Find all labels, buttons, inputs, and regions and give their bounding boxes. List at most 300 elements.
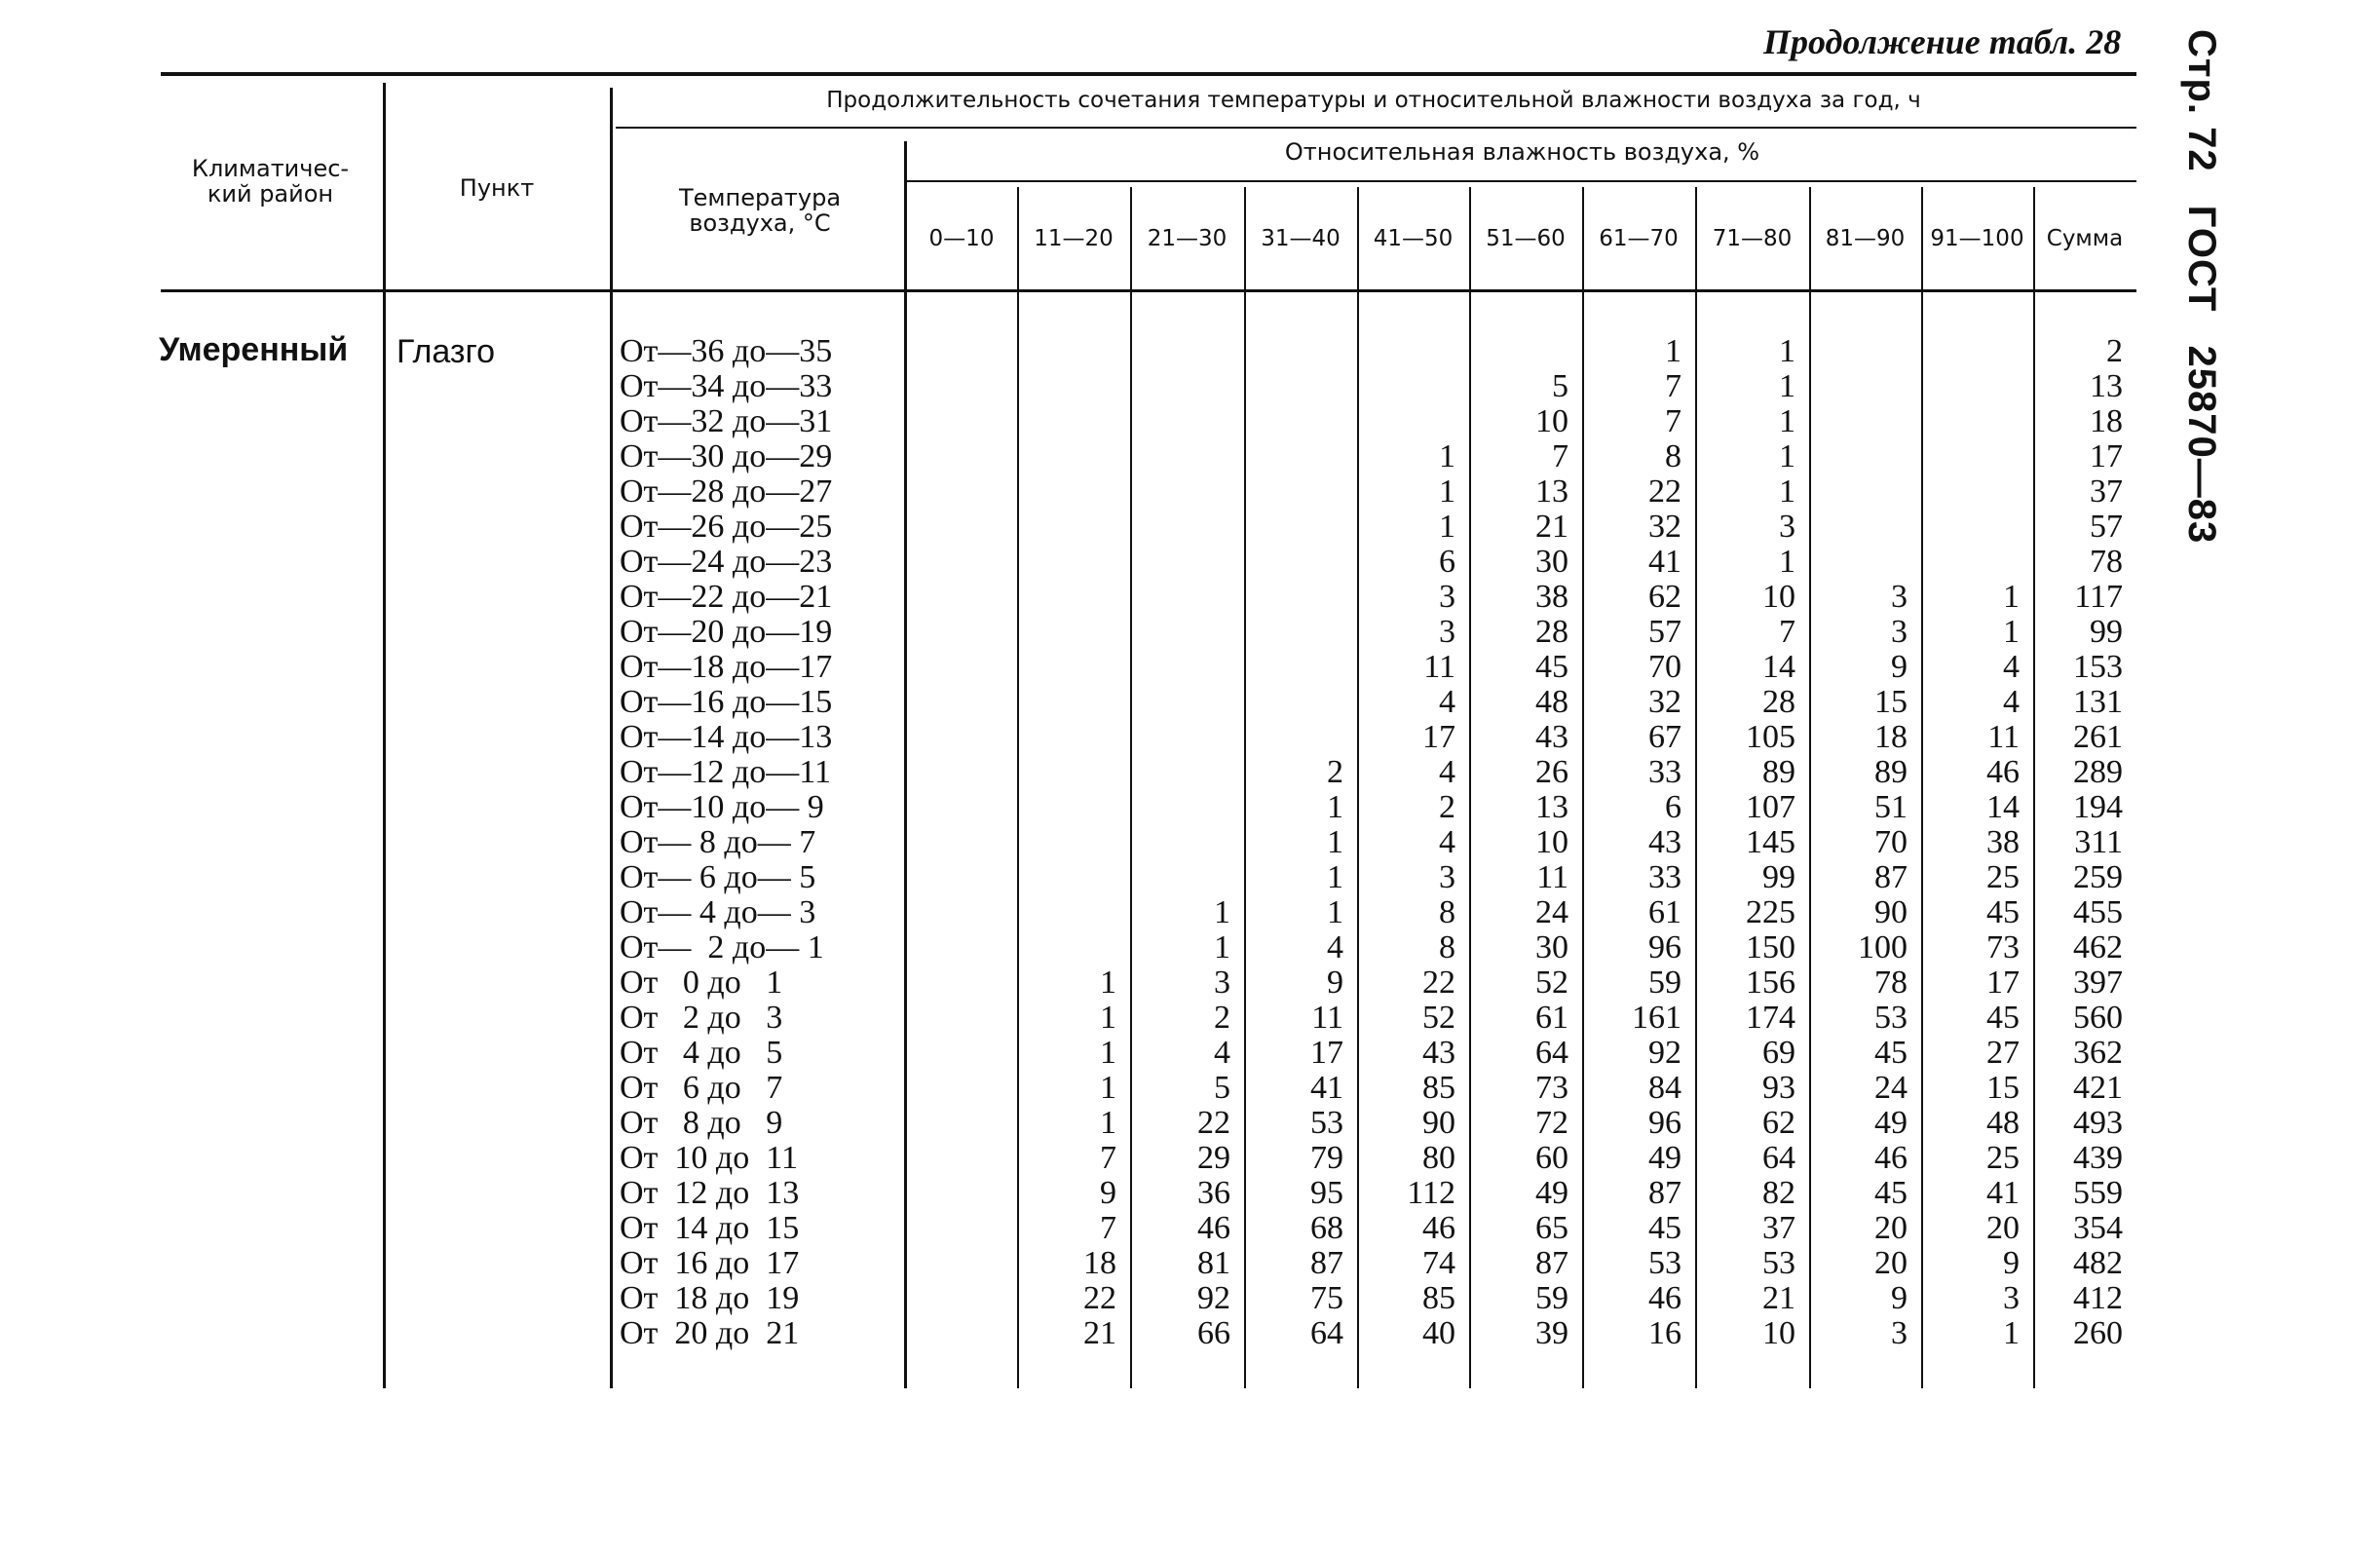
table-cell: 70 bbox=[1648, 649, 1681, 685]
table-cell: 18 bbox=[1874, 719, 1908, 755]
table-cell bbox=[1130, 790, 1230, 825]
table-cell bbox=[906, 965, 1003, 1001]
table-cell: 145 bbox=[1746, 824, 1795, 860]
table-cell: 46 bbox=[1197, 1210, 1230, 1246]
table-cell: 161 bbox=[1632, 1000, 1681, 1036]
table-cell: 87 bbox=[1310, 1245, 1343, 1281]
table-cell: 9 bbox=[1327, 965, 1343, 1001]
table-cell: 2 bbox=[1214, 1000, 1230, 1036]
table-cell bbox=[1017, 895, 1116, 930]
header-sum: Сумма bbox=[2046, 226, 2124, 251]
table-cell: 36 bbox=[1197, 1175, 1230, 1211]
table-cell: 13 bbox=[1535, 789, 1568, 825]
temperature-range: От—28 до—27 bbox=[620, 473, 833, 510]
temperature-range: От— 8 до— 7 bbox=[620, 824, 816, 860]
table-cell: 1 bbox=[1327, 824, 1343, 860]
table-cell: 24 bbox=[1535, 894, 1568, 930]
table-cell bbox=[1921, 334, 2020, 369]
table-cell: 4 bbox=[1439, 824, 1455, 860]
table-cell: 46 bbox=[1986, 754, 2020, 790]
table-cell bbox=[1469, 334, 1568, 369]
table-cell: 3 bbox=[1214, 965, 1230, 1001]
table-cell: 43 bbox=[1422, 1035, 1455, 1071]
table-cell: 9 bbox=[1100, 1175, 1116, 1211]
table-cell: 3 bbox=[2003, 1280, 2020, 1316]
table-cell: 64 bbox=[1762, 1140, 1795, 1176]
table-cell: 57 bbox=[2090, 509, 2123, 545]
table-cell bbox=[906, 685, 1003, 720]
table-cell: 72 bbox=[1535, 1105, 1568, 1141]
table-cell: 48 bbox=[1986, 1105, 2020, 1141]
table-cell: 1 bbox=[1100, 1000, 1116, 1036]
table-cell: 156 bbox=[1746, 965, 1795, 1001]
table-cell: 289 bbox=[2073, 754, 2123, 790]
table-cell: 259 bbox=[2073, 859, 2123, 895]
table-cell: 1 bbox=[1779, 544, 1795, 580]
table-cell bbox=[1017, 439, 1116, 474]
table-cell: 10 bbox=[1762, 1315, 1795, 1351]
temperature-range: От 0 до 1 bbox=[620, 965, 783, 1001]
table-cell: 41 bbox=[1310, 1070, 1343, 1106]
temperature-range: От 18 до 19 bbox=[620, 1280, 800, 1316]
table-cell bbox=[1809, 369, 1908, 404]
table-cell: 22 bbox=[1648, 473, 1681, 510]
table-cell: 26 bbox=[1535, 754, 1568, 790]
table-cell bbox=[906, 1036, 1003, 1071]
standard-number-label: 25870—83 bbox=[2180, 345, 2223, 545]
table-cell: 1 bbox=[1439, 473, 1455, 510]
column-c21_30 bbox=[1130, 334, 1230, 1351]
table-cell: 3 bbox=[1891, 614, 1908, 650]
table-cell: 1 bbox=[2003, 1315, 2020, 1351]
header-humidity-range: 81—90 bbox=[1825, 226, 1906, 251]
table-cell: 7 bbox=[1100, 1210, 1116, 1246]
header-temperature: Температура воздуха, °С bbox=[678, 184, 842, 237]
table-cell bbox=[906, 1246, 1003, 1281]
column-c71_80 bbox=[1695, 334, 1795, 1351]
table-cell: 24 bbox=[1874, 1070, 1908, 1106]
table-cell: 4 bbox=[2003, 684, 2020, 720]
table-cell: 225 bbox=[1746, 894, 1795, 930]
table-cell: 14 bbox=[1986, 789, 2020, 825]
table-cell: 45 bbox=[1648, 1210, 1681, 1246]
table-cell bbox=[1244, 439, 1343, 474]
table-cell: 10 bbox=[1762, 579, 1795, 615]
table-cell bbox=[1130, 474, 1230, 510]
header-humidity-range: 41—50 bbox=[1373, 226, 1454, 251]
table-cell: 17 bbox=[1422, 719, 1455, 755]
table-cell: 38 bbox=[1535, 579, 1568, 615]
table-cell: 2 bbox=[1327, 754, 1343, 790]
temperature-range: От 4 до 5 bbox=[620, 1035, 783, 1071]
header-humidity-range: 21—30 bbox=[1147, 226, 1228, 251]
table-cell: 96 bbox=[1648, 1105, 1681, 1141]
table-cell: 1 bbox=[1779, 473, 1795, 510]
temperature-range: От— 2 до— 1 bbox=[620, 929, 824, 965]
temperature-range: От—20 до—19 bbox=[620, 614, 833, 650]
table-cell: 43 bbox=[1535, 719, 1568, 755]
column-c31_40 bbox=[1244, 334, 1343, 1351]
table-cell: 53 bbox=[1874, 1000, 1908, 1036]
temperature-range: От—30 до—29 bbox=[620, 438, 833, 474]
table-cell: 37 bbox=[2090, 473, 2123, 510]
table-cell: 7 bbox=[1665, 368, 1681, 404]
table-cell: 51 bbox=[1874, 789, 1908, 825]
table-cell bbox=[906, 825, 1003, 860]
table-cell bbox=[1130, 369, 1230, 404]
table-cell: 7 bbox=[1779, 614, 1795, 650]
table-cell: 1 bbox=[1100, 1070, 1116, 1106]
table-cell: 53 bbox=[1648, 1245, 1681, 1281]
table-cell: 107 bbox=[1746, 789, 1795, 825]
table-cell: 45 bbox=[1986, 1000, 2020, 1036]
table-cell bbox=[1244, 650, 1343, 685]
table-cell bbox=[906, 404, 1003, 439]
table-cell: 22 bbox=[1422, 965, 1455, 1001]
column-c91_100 bbox=[1921, 334, 2020, 1351]
header-rule-1 bbox=[616, 127, 2136, 129]
table-cell: 412 bbox=[2073, 1280, 2123, 1316]
table-cell: 105 bbox=[1746, 719, 1795, 755]
table-cell bbox=[1357, 369, 1455, 404]
table-cell: 11 bbox=[1423, 649, 1455, 685]
table-cell: 49 bbox=[1648, 1140, 1681, 1176]
table-cell: 194 bbox=[2073, 789, 2123, 825]
table-cell: 45 bbox=[1874, 1175, 1908, 1211]
table-cell bbox=[1130, 439, 1230, 474]
header-top: Продолжительность сочетания температуры и относительной влажности воздуха за год, ч bbox=[826, 88, 1921, 113]
table-cell: 1 bbox=[1439, 438, 1455, 474]
region-name: Умеренный bbox=[159, 331, 349, 368]
table-cell: 65 bbox=[1535, 1210, 1568, 1246]
table-cell bbox=[1921, 510, 2020, 545]
table-cell: 153 bbox=[2073, 649, 2123, 685]
table-cell: 37 bbox=[1762, 1210, 1795, 1246]
table-cell: 3 bbox=[1439, 859, 1455, 895]
table-cell bbox=[906, 1106, 1003, 1141]
table-cell bbox=[906, 1316, 1003, 1351]
table-cell: 99 bbox=[2090, 614, 2123, 650]
table-cell: 462 bbox=[2073, 929, 2123, 965]
temperature-range: От—12 до—11 bbox=[620, 754, 831, 790]
table-cell bbox=[906, 510, 1003, 545]
temperature-range: От—26 до—25 bbox=[620, 509, 833, 545]
table-cell: 46 bbox=[1648, 1280, 1681, 1316]
table-cell: 78 bbox=[1874, 965, 1908, 1001]
temperature-range: От 12 до 13 bbox=[620, 1175, 800, 1211]
column-c51_60 bbox=[1469, 334, 1568, 1351]
table-cell: 11 bbox=[1311, 1000, 1343, 1036]
table-cell: 3 bbox=[1779, 509, 1795, 545]
table-cell: 3 bbox=[1439, 614, 1455, 650]
table-cell: 482 bbox=[2073, 1245, 2123, 1281]
table-cell: 78 bbox=[2090, 544, 2123, 580]
table-cell: 87 bbox=[1535, 1245, 1568, 1281]
header-region: Климатичес- кий район bbox=[191, 155, 350, 208]
table-cell: 1 bbox=[2003, 614, 2020, 650]
table-cell bbox=[1809, 510, 1908, 545]
temperature-column bbox=[620, 334, 832, 1351]
table-cell: 362 bbox=[2073, 1035, 2123, 1071]
standard-label: ГОСТ bbox=[2180, 205, 2223, 313]
table-cell bbox=[1017, 930, 1116, 965]
table-cell: 6 bbox=[1665, 789, 1681, 825]
table-cell: 57 bbox=[1648, 614, 1681, 650]
table-cell: 1 bbox=[1214, 929, 1230, 965]
table-cell bbox=[906, 580, 1003, 615]
table-cell: 32 bbox=[1648, 684, 1681, 720]
table-cell: 60 bbox=[1535, 1140, 1568, 1176]
table-cell: 5 bbox=[1214, 1070, 1230, 1106]
header-humidity-range: 71—80 bbox=[1712, 226, 1793, 251]
table-cell bbox=[906, 1071, 1003, 1106]
table-cell: 1 bbox=[1327, 789, 1343, 825]
table-cell: 8 bbox=[1665, 438, 1681, 474]
table-cell: 68 bbox=[1310, 1210, 1343, 1246]
table-cell bbox=[1017, 474, 1116, 510]
header-humidity: Относительная влажность воздуха, % bbox=[1284, 138, 1760, 166]
table-cell bbox=[1017, 510, 1116, 545]
table-cell: 1 bbox=[1214, 894, 1230, 930]
page-number-label: Стр. 72 bbox=[2180, 29, 2223, 172]
table-cell: 7 bbox=[1100, 1140, 1116, 1176]
table-cell: 93 bbox=[1762, 1070, 1795, 1106]
table-cell bbox=[906, 334, 1003, 369]
header-rule-2 bbox=[906, 180, 2136, 182]
table-cell: 61 bbox=[1648, 894, 1681, 930]
table-cell: 74 bbox=[1422, 1245, 1455, 1281]
table-cell: 22 bbox=[1083, 1280, 1116, 1316]
side-label bbox=[2153, 29, 2231, 545]
header-humidity-range: 51—60 bbox=[1486, 226, 1566, 251]
table-cell bbox=[906, 1001, 1003, 1036]
table-cell bbox=[1357, 334, 1455, 369]
table-cell bbox=[1017, 860, 1116, 895]
table-cell: 4 bbox=[1327, 929, 1343, 965]
table-cell: 20 bbox=[1986, 1210, 2020, 1246]
table-cell: 99 bbox=[1762, 859, 1795, 895]
table-cell: 27 bbox=[1986, 1035, 2020, 1071]
table-cell bbox=[1130, 580, 1230, 615]
table-cell: 1 bbox=[1100, 965, 1116, 1001]
table-cell: 1 bbox=[1665, 333, 1681, 369]
table-cell: 21 bbox=[1083, 1315, 1116, 1351]
table-cell: 53 bbox=[1762, 1245, 1795, 1281]
table-cell: 20 bbox=[1874, 1245, 1908, 1281]
table-cell: 7 bbox=[1665, 403, 1681, 439]
temperature-range: От— 4 до— 3 bbox=[620, 894, 816, 930]
column-sum bbox=[2033, 334, 2123, 1351]
table-cell: 59 bbox=[1648, 965, 1681, 1001]
temperature-range: От—14 до—13 bbox=[620, 719, 833, 755]
table-cell: 45 bbox=[1986, 894, 2020, 930]
table-cell: 1 bbox=[1439, 509, 1455, 545]
table-cell: 261 bbox=[2073, 719, 2123, 755]
table-cell: 1 bbox=[1779, 403, 1795, 439]
table-cell: 5 bbox=[1552, 368, 1568, 404]
table-cell bbox=[906, 1281, 1003, 1316]
table-cell: 80 bbox=[1422, 1140, 1455, 1176]
table-cell: 4 bbox=[2003, 649, 2020, 685]
table-cell bbox=[1921, 439, 2020, 474]
table-cell: 46 bbox=[1874, 1140, 1908, 1176]
table-cell: 4 bbox=[1439, 754, 1455, 790]
table-cell: 4 bbox=[1439, 684, 1455, 720]
table-cell: 30 bbox=[1535, 544, 1568, 580]
table-cell: 9 bbox=[1891, 1280, 1908, 1316]
table-cell bbox=[1809, 474, 1908, 510]
table-cell: 90 bbox=[1422, 1105, 1455, 1141]
table-cell: 100 bbox=[1858, 929, 1908, 965]
table-cell: 260 bbox=[2073, 1315, 2123, 1351]
header-bottom-rule bbox=[161, 289, 2136, 292]
table-cell bbox=[1130, 685, 1230, 720]
table-cell: 21 bbox=[1535, 509, 1568, 545]
table-cell: 15 bbox=[1874, 684, 1908, 720]
table-cell bbox=[1017, 615, 1116, 650]
table-cell bbox=[1130, 650, 1230, 685]
point-name: Глазго bbox=[397, 333, 496, 370]
table-cell: 13 bbox=[2090, 368, 2123, 404]
table-cell bbox=[1809, 439, 1908, 474]
table-cell bbox=[1017, 580, 1116, 615]
table-cell bbox=[1017, 369, 1116, 404]
table-cell bbox=[906, 930, 1003, 965]
table-cell: 49 bbox=[1874, 1105, 1908, 1141]
temperature-range: От—18 до—17 bbox=[620, 649, 833, 685]
table-cell bbox=[1017, 650, 1116, 685]
table-cell bbox=[906, 545, 1003, 580]
table-cell: 85 bbox=[1422, 1070, 1455, 1106]
table-cell: 67 bbox=[1648, 719, 1681, 755]
table-cell bbox=[1921, 404, 2020, 439]
table-cell: 1 bbox=[1779, 333, 1795, 369]
table-cell: 112 bbox=[1407, 1175, 1455, 1211]
table-cell: 92 bbox=[1648, 1035, 1681, 1071]
table-cell: 493 bbox=[2073, 1105, 2123, 1141]
table-cell: 85 bbox=[1422, 1280, 1455, 1316]
table-cell: 10 bbox=[1535, 824, 1568, 860]
table-cell: 73 bbox=[1986, 929, 2020, 965]
table-cell: 52 bbox=[1535, 965, 1568, 1001]
table-cell bbox=[906, 860, 1003, 895]
table-cell bbox=[1017, 790, 1116, 825]
table-cell: 17 bbox=[2090, 438, 2123, 474]
table-cell: 8 bbox=[1439, 894, 1455, 930]
table-cell: 45 bbox=[1874, 1035, 1908, 1071]
table-cell bbox=[1244, 510, 1343, 545]
table-cell bbox=[1130, 510, 1230, 545]
table-cell bbox=[906, 720, 1003, 755]
table-cell: 13 bbox=[1535, 473, 1568, 510]
table-cell: 25 bbox=[1986, 1140, 2020, 1176]
table-cell: 1 bbox=[1100, 1105, 1116, 1141]
temperature-range: От— 6 до— 5 bbox=[620, 859, 816, 895]
table-cell: 70 bbox=[1874, 824, 1908, 860]
table-cell: 61 bbox=[1535, 1000, 1568, 1036]
table-cell: 87 bbox=[1648, 1175, 1681, 1211]
temperature-range: От 6 до 7 bbox=[620, 1070, 783, 1106]
table-cell: 559 bbox=[2073, 1175, 2123, 1211]
table-cell: 75 bbox=[1310, 1280, 1343, 1316]
table-cell bbox=[1017, 545, 1116, 580]
table-top-rule bbox=[161, 72, 2136, 76]
table-cell: 96 bbox=[1648, 929, 1681, 965]
table-cell: 22 bbox=[1197, 1105, 1230, 1141]
table-cell: 354 bbox=[2073, 1210, 2123, 1246]
table-cell bbox=[1130, 825, 1230, 860]
table-cell: 1 bbox=[1327, 894, 1343, 930]
temperature-range: От 16 до 17 bbox=[620, 1245, 800, 1281]
table-cell: 81 bbox=[1197, 1245, 1230, 1281]
table-cell: 69 bbox=[1762, 1035, 1795, 1071]
continuation-title: Продолжение табл. 28 bbox=[1763, 22, 2122, 61]
table-cell: 25 bbox=[1986, 859, 2020, 895]
table-cell: 397 bbox=[2073, 965, 2123, 1001]
table-cell: 4 bbox=[1214, 1035, 1230, 1071]
table-cell: 455 bbox=[2073, 894, 2123, 930]
table-cell bbox=[1130, 615, 1230, 650]
table-cell bbox=[906, 1176, 1003, 1211]
table-cell: 33 bbox=[1648, 859, 1681, 895]
table-cell: 21 bbox=[1762, 1280, 1795, 1316]
table-cell: 7 bbox=[1552, 438, 1568, 474]
table-cell: 43 bbox=[1648, 824, 1681, 860]
table-cell: 1 bbox=[1327, 859, 1343, 895]
table-cell: 62 bbox=[1762, 1105, 1795, 1141]
table-cell: 28 bbox=[1535, 614, 1568, 650]
column-c61_70 bbox=[1582, 334, 1681, 1351]
temperature-range: От—22 до—21 bbox=[620, 579, 833, 615]
table-cell bbox=[1017, 685, 1116, 720]
table-cell: 33 bbox=[1648, 754, 1681, 790]
table-cell: 8 bbox=[1439, 929, 1455, 965]
table-cell: 3 bbox=[1891, 579, 1908, 615]
table-cell: 66 bbox=[1197, 1315, 1230, 1351]
table-cell bbox=[906, 755, 1003, 790]
table-cell: 117 bbox=[2074, 579, 2123, 615]
table-cell bbox=[1130, 334, 1230, 369]
table-cell bbox=[1244, 580, 1343, 615]
table-cell bbox=[1017, 825, 1116, 860]
table-cell bbox=[906, 895, 1003, 930]
table-cell: 11 bbox=[1536, 859, 1568, 895]
column-c41_50 bbox=[1357, 334, 1455, 1351]
table-cell bbox=[906, 1211, 1003, 1246]
table-cell: 6 bbox=[1439, 544, 1455, 580]
table-cell: 2 bbox=[2106, 333, 2123, 369]
vline-point bbox=[610, 88, 613, 1388]
table-cell bbox=[1017, 755, 1116, 790]
table-cell: 1 bbox=[1100, 1035, 1116, 1071]
column-c81_90 bbox=[1809, 334, 1908, 1351]
table-cell: 73 bbox=[1535, 1070, 1568, 1106]
table-cell: 18 bbox=[2090, 403, 2123, 439]
table-cell bbox=[1809, 545, 1908, 580]
table-cell bbox=[1809, 334, 1908, 369]
table-cell: 84 bbox=[1648, 1070, 1681, 1106]
table-cell: 17 bbox=[1310, 1035, 1343, 1071]
table-cell: 1 bbox=[1779, 438, 1795, 474]
table-cell: 79 bbox=[1310, 1140, 1343, 1176]
table-cell: 62 bbox=[1648, 579, 1681, 615]
table-cell: 32 bbox=[1648, 509, 1681, 545]
table-cell bbox=[1244, 369, 1343, 404]
table-cell: 15 bbox=[1986, 1070, 2020, 1106]
table-cell bbox=[1130, 545, 1230, 580]
table-cell: 16 bbox=[1648, 1315, 1681, 1351]
table-cell: 1 bbox=[2003, 579, 2020, 615]
